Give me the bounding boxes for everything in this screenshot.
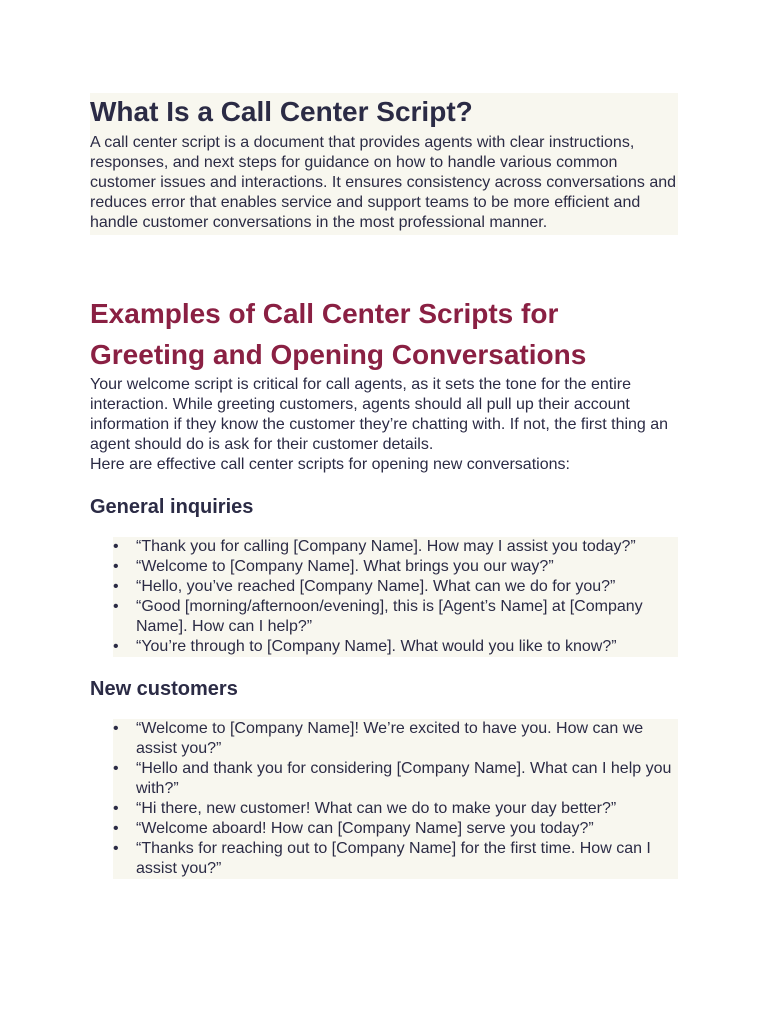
greeting-paragraph: Your welcome script is critical for call agents, as it sets the tone for the entire interaction. While greeting customers, agents should all pull up their account information if they know the customer they’re chatting with. If not, the first thing an agent should do is ask for their customer details. — [90, 376, 669, 453]
bullet-icon: • — [113, 820, 119, 837]
bullet-icon: • — [113, 800, 119, 817]
list-item-text: “Welcome to [Company Name]. What brings you our way?” — [136, 558, 554, 575]
new-customers-list — [113, 719, 678, 879]
list-item-text: “Good [morning/afternoon/evening], this is [Agent’s Name] at [Company Name]. How can I help?” — [136, 598, 643, 635]
list-item-text: “Hi there, new customer! What can we do to make your day better?” — [136, 800, 617, 817]
list-item — [113, 839, 678, 879]
section-title-greeting: Examples of Call Center Scripts for Greeting and Opening Conversations — [90, 298, 587, 370]
bullet-icon: • — [113, 638, 119, 655]
list-item-text: “Hello, you’ve reached [Company Name]. What can we do for you?” — [136, 578, 616, 595]
bullet-icon: • — [113, 558, 119, 575]
bullet-icon: • — [113, 578, 119, 595]
list-item — [113, 637, 678, 657]
bullet-icon: • — [113, 598, 119, 615]
list-item-text: “Thank you for calling [Company Name]. How may I assist you today?” — [136, 538, 636, 555]
list-item-text: “You’re through to [Company Name]. What would you like to know?” — [136, 638, 617, 655]
greeting-lead: Here are effective call center scripts for opening new conversations: — [90, 456, 570, 473]
list-item — [113, 597, 678, 637]
intro-block — [90, 93, 678, 235]
page-title: What Is a Call Center Script? — [90, 96, 473, 127]
list-item-text: “Welcome aboard! How can [Company Name] serve you today?” — [136, 820, 594, 837]
subsection-title-general-inquiries: General inquiries — [90, 496, 254, 518]
list-item — [113, 557, 678, 577]
list-item-text: “Thanks for reaching out to [Company Name] for the first time. How can I assist you?” — [136, 840, 651, 877]
subsection-title-new-customers: New customers — [90, 678, 238, 700]
list-item — [113, 537, 678, 557]
list-item — [113, 819, 678, 839]
bullet-icon: • — [113, 760, 119, 777]
list-item — [113, 799, 678, 819]
document-page — [90, 93, 678, 879]
list-item — [113, 577, 678, 597]
list-item-text: “Hello and thank you for considering [Company Name]. What can I help you with?” — [136, 760, 672, 797]
list-item — [113, 719, 678, 759]
list-item-text: “Welcome to [Company Name]! We’re excited to have you. How can we assist you?” — [136, 720, 644, 757]
general-inquiries-list — [113, 537, 678, 657]
bullet-icon: • — [113, 840, 119, 857]
bullet-icon: • — [113, 538, 119, 555]
list-item — [113, 759, 678, 799]
intro-paragraph: A call center script is a document that provides agents with clear instructions, responses, and next steps for guidance on how to handle various common customer issues and interactions. It ensures consistency across conversations and reduces error that enables service and support teams to be more efficient and handle customer conversations in the most professional manner. — [90, 134, 677, 231]
bullet-icon: • — [113, 720, 119, 737]
